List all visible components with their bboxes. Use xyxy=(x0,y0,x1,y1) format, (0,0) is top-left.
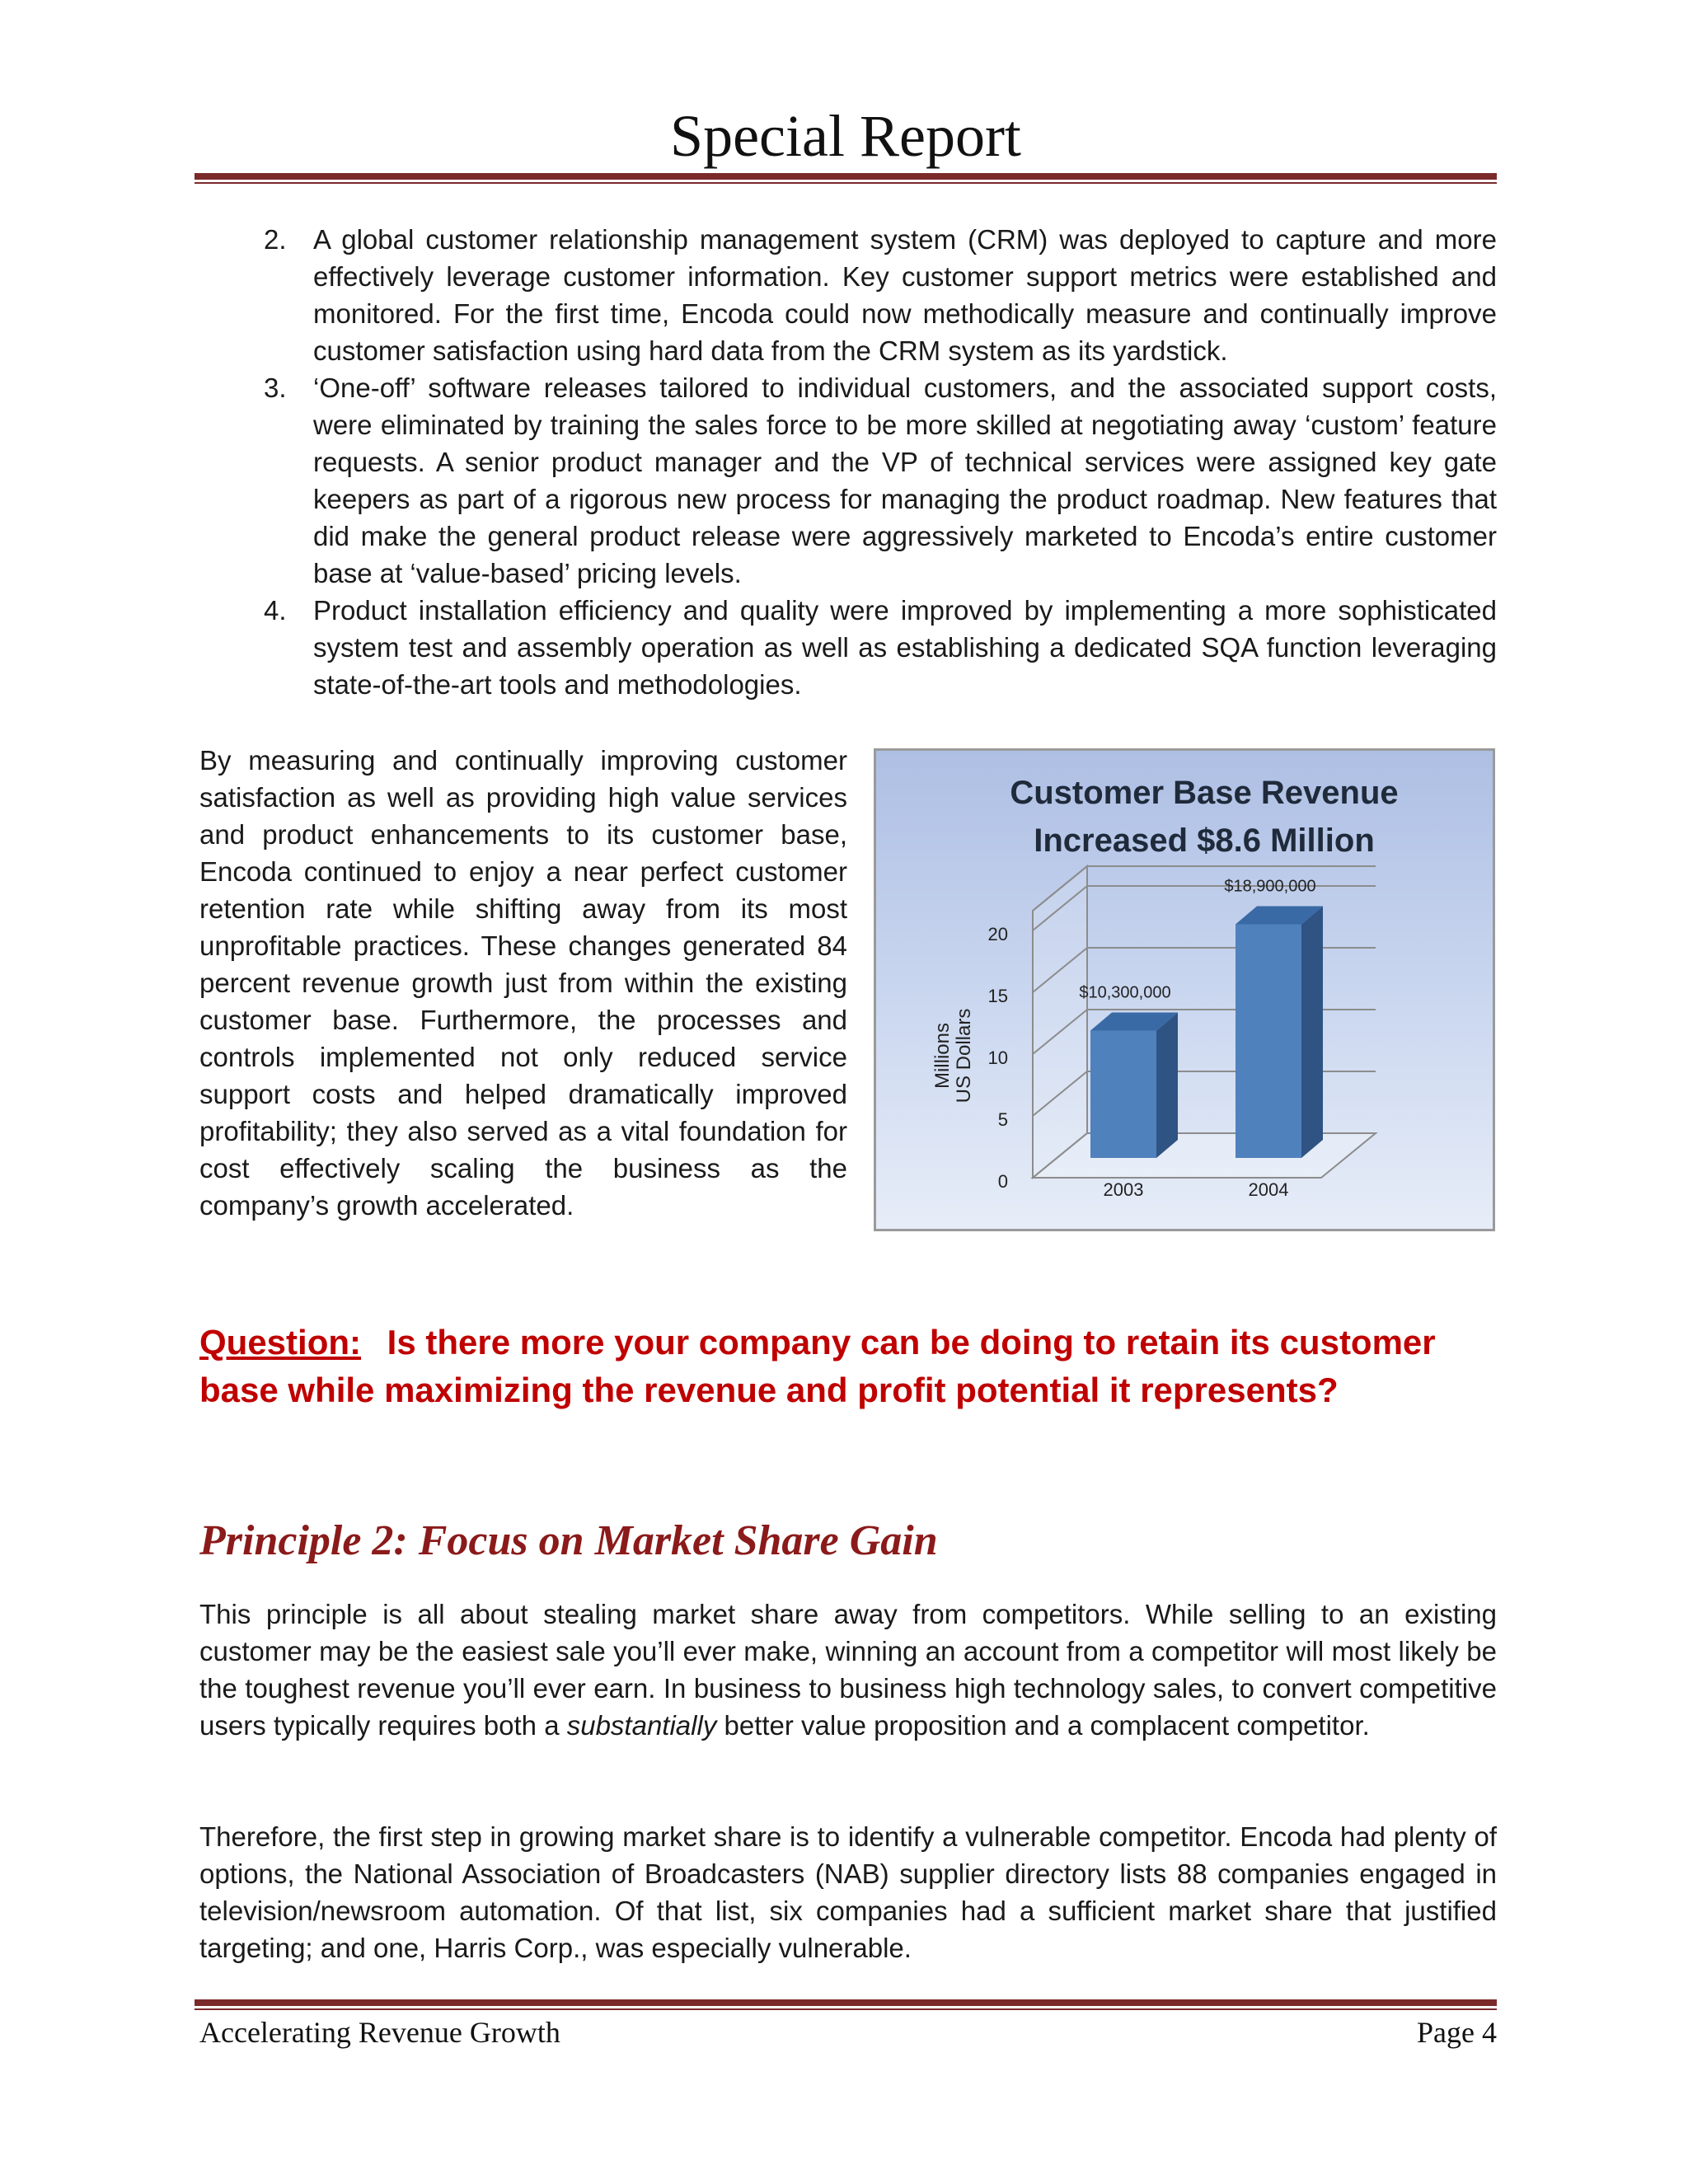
chart-data-label: $10,300,000 xyxy=(1079,983,1171,1002)
footer-rule xyxy=(195,1999,1497,2006)
question-text: Is there more your company can be doing to retain its customer base while maximizing the revenue and profit potential it represents? xyxy=(199,1323,1436,1409)
chart-x-tick-label: 2004 xyxy=(1248,1179,1289,1200)
list-item xyxy=(256,592,1497,703)
chart-y-tick-label: 5 xyxy=(997,1109,1008,1130)
chart-floor xyxy=(1033,1133,1376,1178)
chart-y-tick-label: 20 xyxy=(987,924,1008,944)
chart-bar-side xyxy=(1301,907,1323,1159)
revenue-chart-svg xyxy=(876,751,1493,1229)
market-share-paragraph xyxy=(199,1596,1497,1744)
revenue-chart xyxy=(874,748,1495,1231)
list-item xyxy=(256,221,1497,369)
chart-bar-side xyxy=(1156,1013,1178,1159)
chart-side-wall xyxy=(1033,866,1087,1178)
list-item-text: A global customer relationship management system (CRM) was deployed to capture and more effectively leverage customer information. Key customer support metrics were established and monitored. For the first time, Encoda could now methodically measure and continually improve customer satisfaction using hard data from the CRM system as its yardstick. xyxy=(313,224,1497,366)
market-text-emphasis: substantially xyxy=(566,1710,717,1741)
chart-y-axis-label: US Dollars xyxy=(953,1008,975,1104)
chart-bar xyxy=(1236,925,1301,1159)
list-item-number: 3. xyxy=(264,373,287,403)
market-text-before: This principle is all about stealing market share away from competitors. While selling to an existing customer may be the easiest sale you’ll ever make, winning an account from a competitor will most likely be the toughest revenue you’ll ever earn. In business to business high technology sales, to convert competitive users typically requires both a xyxy=(199,1599,1497,1741)
retention-paragraph: By measuring and continually improving customer satisfaction as well as providing high value services and product enhancements to its customer base, Encoda continued to enjoy a near perfect customer retention rate while shifting away from its most unprofitable practices. These changes generated 84 percent revenue growth just from within the existing customer base. Furthermore, the processes and controls implemented not only reduced service support costs and helped dramatically improved profitability; they also served as a vital foundation for cost effectively scaling the business as the company’s growth accelerated. xyxy=(199,745,847,1221)
footer-page-number: Page 4 xyxy=(1417,2016,1497,2049)
footer-title: Accelerating Revenue Growth xyxy=(199,2016,560,2049)
chart-y-axis-label: Millions xyxy=(931,1022,954,1090)
question-callout xyxy=(199,1319,1497,1414)
page-title: Special Report xyxy=(670,103,1021,169)
chart-bar xyxy=(1090,1031,1156,1159)
chart-title: Customer Base Revenue xyxy=(1010,775,1399,811)
question-label: Question: xyxy=(199,1323,361,1361)
footer-rule-thin xyxy=(195,2008,1497,2010)
improvement-list xyxy=(256,221,1497,703)
list-item-text: Product installation efficiency and quality were improved by implementing a more sophisticated system test and assembly operation as well as establishing a dedicated SQA function leveraging state-of-the-art tools and methodologies. xyxy=(313,595,1497,700)
chart-title: Increased $8.6 Million xyxy=(1034,823,1375,859)
market-text-after: better value proposition and a complacent competitor. xyxy=(716,1710,1370,1741)
chart-y-tick-label: 0 xyxy=(997,1171,1008,1192)
header-rule-thin xyxy=(195,182,1497,184)
competitor-paragraph: Therefore, the first step in growing market share is to identify a vulnerable competitor. Encoda had plenty of options, the National Association of Broadcasters (NAB) supplier directory lists 88 companies engaged in television/newsroom automation. Of that list, six companies had a sufficient market share that justified targeting; and one, Harris Corp., was especially vulnerable. xyxy=(199,1821,1497,1963)
chart-data-label: $18,900,000 xyxy=(1224,877,1316,896)
principle-heading: Principle 2: Focus on Market Share Gain xyxy=(199,1517,938,1564)
list-item xyxy=(256,369,1497,592)
list-item-text: ‘One-off’ software releases tailored to individual customers, and the associated support costs, were eliminated by training the sales force to be more skilled at negotiating away ‘custom’ feature requests. A senior product manager and the VP of technical services were assigned key gate keepers as part of a rigorous new process for managing the product roadmap. New features that did make the general product release were aggressively marketed to Encoda’s entire customer base at ‘value-based’ pricing levels. xyxy=(313,373,1497,588)
list-item-number: 4. xyxy=(264,595,287,626)
chart-y-tick-label: 10 xyxy=(987,1047,1008,1068)
chart-y-tick-label: 15 xyxy=(987,986,1008,1006)
header-rule xyxy=(195,173,1497,180)
list-item-number: 2. xyxy=(264,224,287,255)
chart-x-tick-label: 2003 xyxy=(1103,1179,1144,1200)
